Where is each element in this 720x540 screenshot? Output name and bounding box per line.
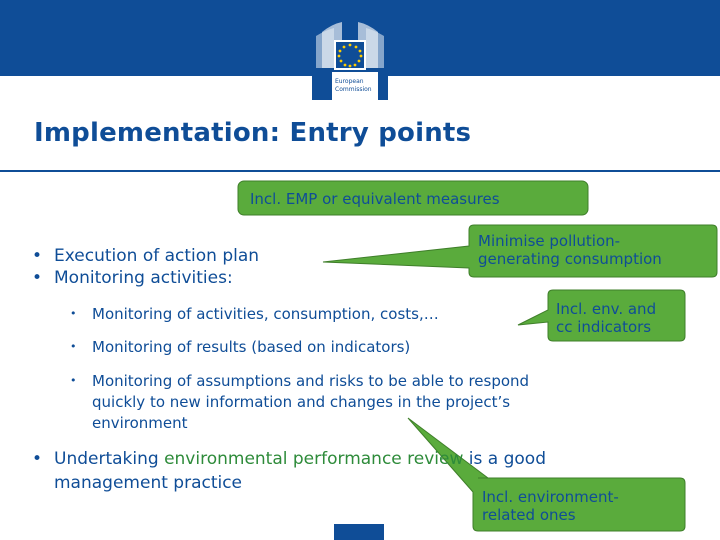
callout-environment-line1: Incl. environment- bbox=[482, 488, 619, 506]
logo-text-2: Commission bbox=[335, 86, 372, 93]
callout-pollution-text bbox=[478, 232, 662, 268]
callout-indicators-line1: Incl. env. and bbox=[556, 300, 657, 318]
bullet-monitoring: • Monitoring activities: bbox=[32, 268, 233, 288]
bullet-review: • Undertaking environmental performance review is a good management practice bbox=[32, 449, 546, 493]
callout-indicators-text bbox=[556, 300, 656, 336]
callout-pollution-line2: generating consumption bbox=[478, 250, 662, 268]
callout-environment-line2: related ones bbox=[482, 506, 576, 524]
footer-bar bbox=[334, 524, 384, 540]
logo-text-1: European bbox=[335, 78, 364, 85]
sub-bullet-results: • Monitoring of results (based on indicators) bbox=[70, 338, 411, 356]
page-title: Implementation: Entry points bbox=[34, 118, 472, 148]
callout-pollution-line1: Minimise pollution- bbox=[478, 232, 621, 250]
callout-indicators-line2: cc indicators bbox=[556, 318, 652, 336]
highlight-review: environmental performance review bbox=[164, 449, 464, 469]
bullet-action-plan: • Execution of action plan bbox=[32, 246, 260, 266]
sub-bullet-assumptions: • Monitoring of assumptions and risks to be able to respond quickly to new information and changes in the project’s environment bbox=[70, 372, 530, 432]
callout-emp-text: Incl. EMP or equivalent measures bbox=[250, 190, 500, 208]
sub-bullet-activities: • Monitoring of activities, consumption, costs,… bbox=[70, 305, 439, 323]
